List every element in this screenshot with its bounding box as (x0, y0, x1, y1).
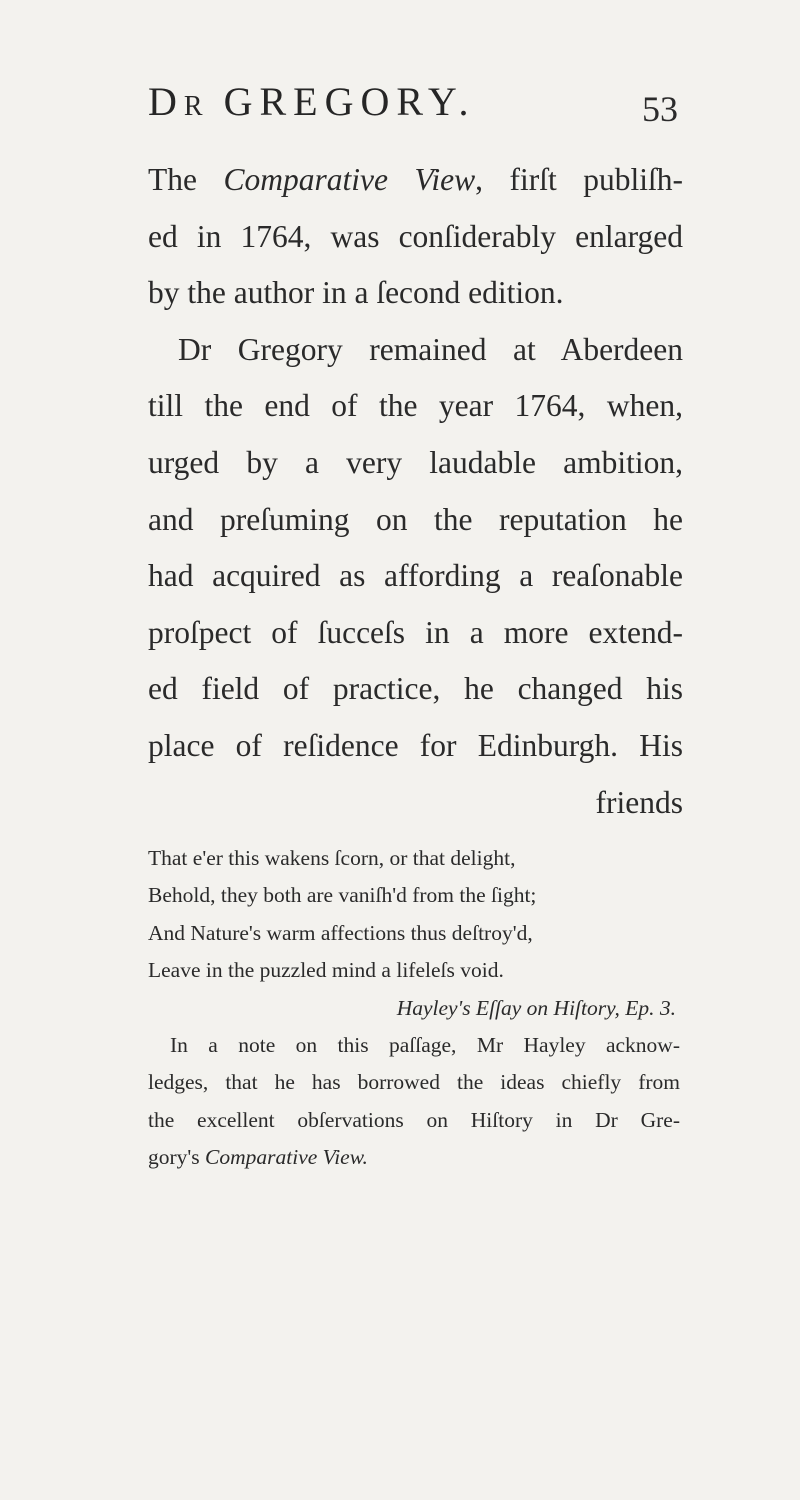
body-line-10: ed field of practice, he changed his (148, 671, 683, 707)
running-head-d: D (148, 79, 184, 124)
note-line-1: In a note on this paſſage, Mr Hayley acknow- (170, 1032, 680, 1057)
body-line-9: proſpect of ſucceſs in a more extend- (148, 614, 683, 650)
page-number: 53 (642, 89, 678, 129)
body-line-7: and preſuming on the reputation he (148, 501, 683, 537)
body-line-3: by the author in a ſecond edition. (148, 275, 564, 311)
body-text (148, 152, 683, 831)
running-head-name: GREGORY. (223, 79, 476, 124)
body-line-11: place of reſidence for Edinburgh. His (148, 727, 683, 763)
verse-line-3: And Nature's warm affections thus deſtroy'd, (148, 920, 533, 945)
footnote (148, 840, 680, 1177)
verse-citation: Hayley's Eſſay on Hiſtory, Ep. 3. (396, 995, 676, 1020)
page-header (148, 78, 708, 128)
note-line-4 (148, 1139, 680, 1176)
running-head (148, 78, 476, 125)
body-line-1-start: The (148, 162, 224, 197)
body-line-1 (148, 152, 683, 209)
catchword: friends (595, 784, 683, 820)
note-line-2: ledges, that he has borrowed the ideas chiefly from (148, 1070, 680, 1095)
body-line-8: had acquired as affording a reaſonable (148, 558, 683, 594)
verse-line-2: Behold, they both are vaniſh'd from the ſight; (148, 883, 537, 908)
body-line-5: till the end of the year 1764, when, (148, 388, 683, 424)
body-line-6: urged by a very laudable ambition, (148, 444, 683, 480)
running-head-r: R (183, 91, 207, 122)
note-line-3: the excellent obſervations on Hiſtory in Dr Gre- (148, 1107, 680, 1132)
body-line-1-end: , firſt publiſh- (475, 162, 683, 197)
verse-line-4: Leave in the puzzled mind a lifeleſs void. (148, 958, 504, 983)
body-line-2: ed in 1764, was conſiderably enlarged (148, 218, 683, 254)
comparative-view-title: Comparative View (223, 162, 476, 197)
body-line-4: Dr Gregory remained at Aberdeen (178, 331, 683, 367)
note-line-4-start: gory's (148, 1145, 206, 1170)
verse-line-1: That e'er this wakens ſcorn, or that delight, (148, 846, 516, 870)
note-comparative-view-title: Comparative View. (205, 1145, 368, 1170)
